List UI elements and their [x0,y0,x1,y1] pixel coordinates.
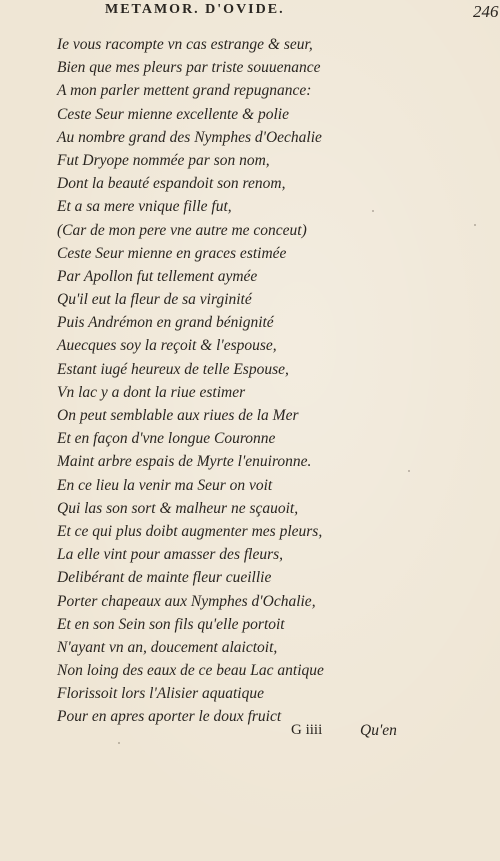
verse-line: Florissoit lors l'Alisier aquatique [57,685,264,703]
verse-line: Maint arbre espais de Myrte l'enuironne. [57,453,312,471]
verse-line: Au nombre grand des Nymphes d'Oechalie [57,128,322,146]
verse-line: Et a sa mere vnique fille fut, [57,198,232,216]
verse-line: On peut semblable aux riues de la Mer [57,407,299,424]
verse-line: N'ayant vn an, doucement alaictoit, [57,638,278,656]
verse-line: Ceste Seur mienne en graces estimée [57,244,287,262]
verse-line: Par Apollon fut tellement aymée [57,267,258,285]
verse-line: Qui las son sort & malheur ne sçauoit, [57,499,299,517]
page-footer [0,722,500,746]
verse-line: Et en façon d'vne longue Couronne [57,430,276,448]
paper-speck [372,210,374,212]
verse-line: Et ce qui plus doibt augmenter mes pleurs, [57,522,323,540]
verse-line: Ie vous racompte vn cas estrange & seur, [57,36,313,53]
signature-mark: G iiii [291,722,323,738]
paper-speck [474,224,476,226]
verse-line: Auecques soy la reçoit & l'espouse, [57,337,277,355]
verse-line: Qu'il eut la fleur de sa virginité [57,291,252,309]
verse-line: Puis Andrémon en grand bénignité [57,314,274,332]
verse-line: Porter chapeaux aux Nymphes d'Ochalie, [57,592,316,610]
verse-line: La elle vint pour amasser des fleurs, [57,546,284,564]
catchword: Qu'en [360,722,397,739]
page-number: 246 [473,2,499,21]
verse-line: Non loing des eaux de ce beau Lac antique [57,662,324,680]
verse-line: Delibérant de mainte fleur cueillie [57,569,272,587]
verse-line: En ce lieu la venir ma Seur on voit [57,476,273,494]
verse-line: (Car de mon pere vne autre me conceut) [57,221,307,239]
verse-line: Pour en apres aporter le doux fruict [57,708,282,726]
verse-line: Vn lac y a dont la riue estimer [57,383,246,401]
running-title: METAMOR. D'OVIDE. [105,2,285,17]
verse-line: Dont la beauté espandoit son renom, [57,175,286,193]
verse-line: Et en son Sein son fils qu'elle portoit [57,615,285,633]
verse-block [57,33,477,729]
paper-speck [408,470,410,472]
verse-line: A mon parler mettent grand repugnance: [57,82,312,100]
paper-speck [118,742,120,744]
verse-line: Ceste Seur mienne excellente & polie [57,105,289,123]
verse-line: Fut Dryope nommée par son nom, [57,151,270,169]
verse-line: Estant iugé heureux de telle Espouse, [57,360,289,378]
verse-line: Bien que mes pleurs par triste souuenance [57,59,321,77]
page-header [105,2,499,24]
